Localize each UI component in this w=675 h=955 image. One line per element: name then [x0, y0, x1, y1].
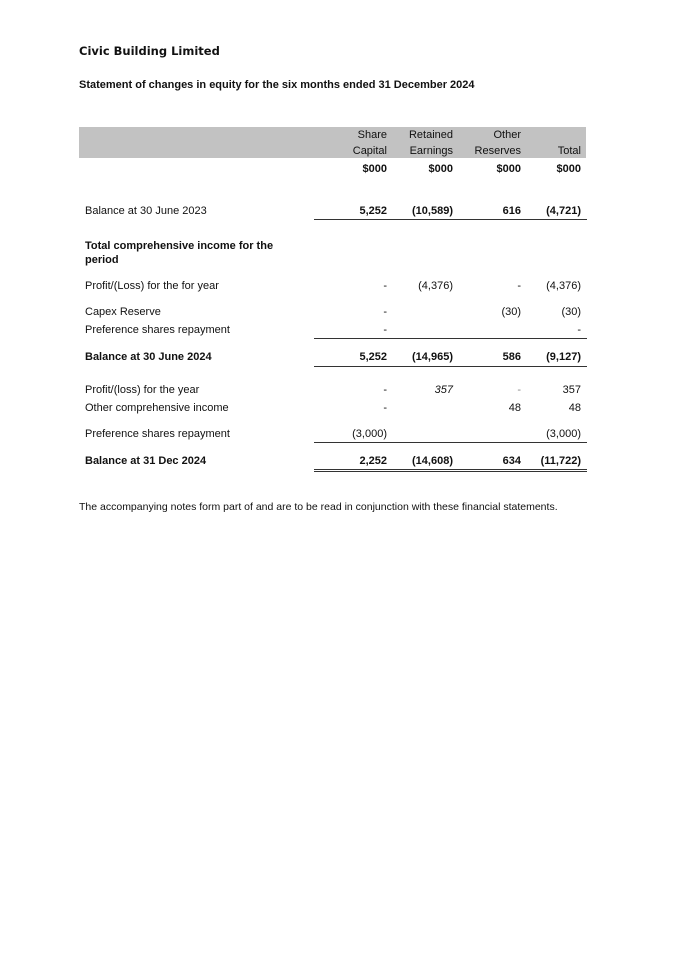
cell-balance-dec-2024-total: (11,722) [540, 455, 581, 467]
cell-balance-2023-share-capital: 5,252 [359, 205, 387, 217]
pref-repay-2-underline [314, 442, 587, 443]
cell-capex-reserve-other-reserves: (30) [501, 306, 521, 318]
cell-profit-loss-fy-other-reserves: - [517, 280, 521, 292]
cell-profit-loss-year-total: 357 [562, 384, 581, 396]
col-header-total-line2: Total [557, 145, 581, 157]
cell-oci-total: 48 [568, 402, 581, 414]
cell-capex-reserve-share-capital: - [383, 306, 387, 318]
cell-balance-2023-other-reserves: 616 [502, 205, 521, 217]
row-label-capex-reserve: Capex Reserve [85, 306, 161, 318]
cell-oci-other-reserves: 48 [508, 402, 521, 414]
cell-balance-2023-total: (4,721) [546, 205, 581, 217]
cell-oci-share-capital: - [383, 402, 387, 414]
unit-retained-earnings: $000 [428, 163, 453, 175]
balance-dec-2024-underline-1 [314, 469, 587, 470]
cell-pref-repay-2-total: (3,000) [546, 428, 581, 440]
col-header-share-capital-line2: Capital [352, 145, 387, 157]
unit-share-capital: $000 [362, 163, 387, 175]
tci-heading-line2: period [85, 254, 119, 266]
balance-dec-2024-underline-2 [314, 471, 587, 472]
cell-balance-2024-total: (9,127) [546, 351, 581, 363]
row-label-pref-repay-2: Preference shares repayment [85, 428, 230, 440]
cell-balance-2024-share-capital: 5,252 [359, 351, 387, 363]
company-name: Civic Building Limited [79, 44, 220, 58]
unit-total: $000 [556, 163, 581, 175]
cell-profit-loss-year-retained-earnings: 357 [434, 384, 453, 396]
cell-profit-loss-year-other-reserves: - [517, 384, 521, 396]
col-header-retained-earnings-line2: Earnings [409, 145, 453, 157]
footer-note: The accompanying notes form part of and are to be read in conjunction with these financial statements. [79, 501, 558, 513]
cell-profit-loss-fy-share-capital: - [383, 280, 387, 292]
col-header-retained-earnings-line1: Retained [408, 129, 453, 141]
cell-balance-2024-other-reserves: 586 [502, 351, 521, 363]
row-label-pref-repay-1: Preference shares repayment [85, 324, 230, 336]
row-label-profit-loss-fy: Profit/(Loss) for the for year [85, 280, 219, 292]
balance-2024-underline [314, 366, 587, 367]
balance-2023-underline [314, 219, 587, 220]
col-header-share-capital-line1: Share [357, 129, 387, 141]
col-header-other-reserves-line2: Reserves [474, 145, 521, 157]
cell-balance-2023-retained-earnings: (10,589) [412, 205, 453, 217]
col-header-other-reserves-line1: Other [493, 129, 521, 141]
cell-profit-loss-fy-retained-earnings: (4,376) [418, 280, 453, 292]
row-label-profit-loss-year: Profit/(loss) for the year [85, 384, 200, 396]
statement-title: Statement of changes in equity for the six months ended 31 December 2024 [79, 79, 475, 91]
cell-profit-loss-fy-total: (4,376) [546, 280, 581, 292]
cell-balance-dec-2024-retained-earnings: (14,608) [412, 455, 453, 467]
cell-capex-reserve-total: (30) [561, 306, 581, 318]
cell-balance-dec-2024-other-reserves: 634 [502, 455, 521, 467]
cell-balance-2024-retained-earnings: (14,965) [412, 351, 453, 363]
unit-other-reserves: $000 [496, 163, 521, 175]
tci-heading-line1: Total comprehensive income for the [85, 240, 274, 252]
cell-pref-repay-1-share-capital: - [383, 324, 387, 336]
row-label-balance-dec-2024: Balance at 31 Dec 2024 [85, 455, 207, 467]
row-label-balance-2024: Balance at 30 June 2024 [85, 351, 212, 363]
cell-pref-repay-2-share-capital: (3,000) [352, 428, 387, 440]
cell-profit-loss-year-share-capital: - [383, 384, 387, 396]
pref-repay-1-underline [314, 338, 587, 339]
cell-balance-dec-2024-share-capital: 2,252 [359, 455, 387, 467]
row-label-balance-2023: Balance at 30 June 2023 [85, 205, 207, 217]
row-label-oci: Other comprehensive income [85, 402, 229, 414]
cell-pref-repay-1-total: - [577, 324, 581, 336]
